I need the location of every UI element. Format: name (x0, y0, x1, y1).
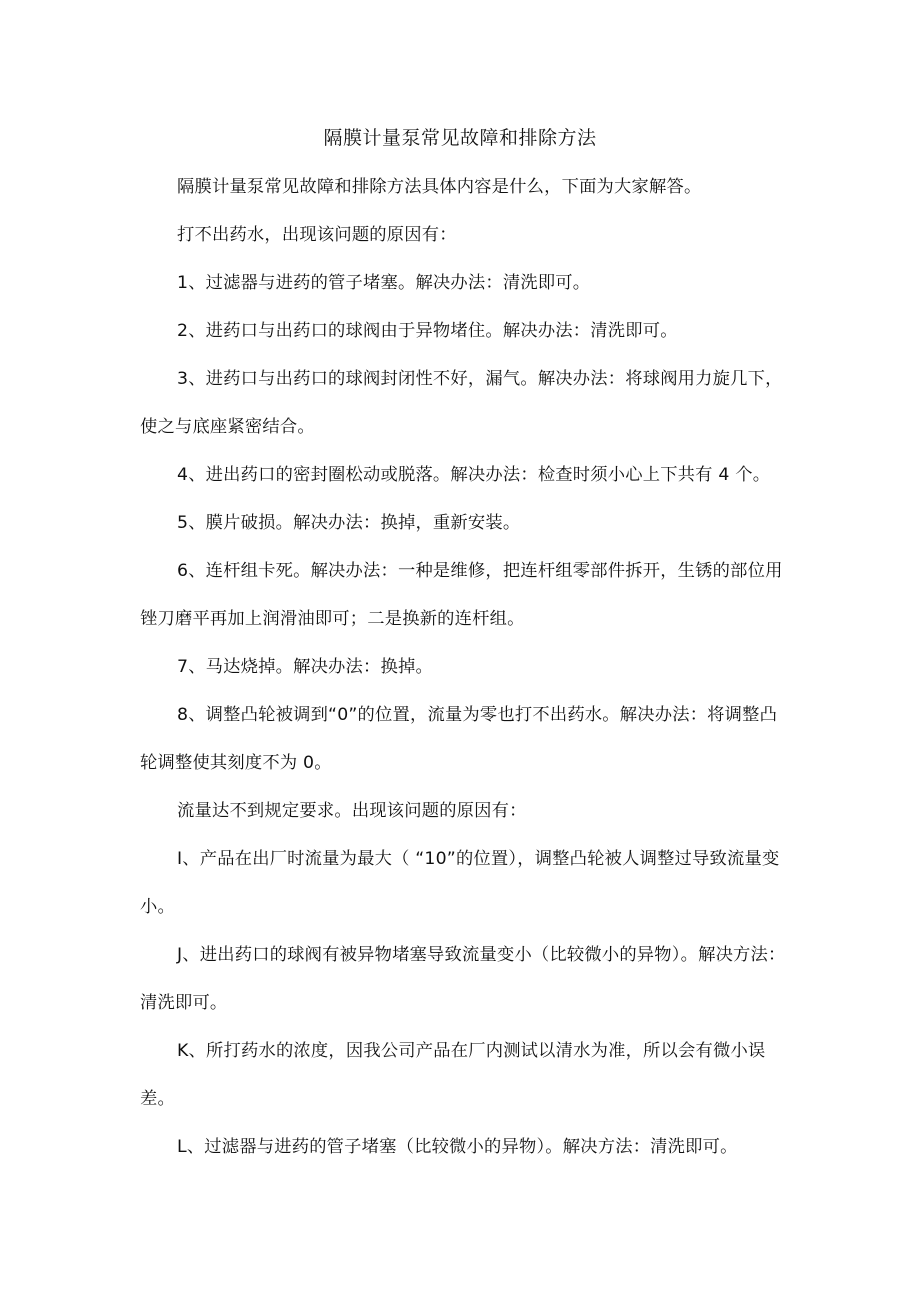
paragraph-item: 2、进药口与出药口的球阀由于异物堵住。解决办法：清洗即可。 (177, 321, 678, 341)
paragraph-item: 1、过滤器与进药的管子堵塞。解决办法：清洗即可。 (177, 273, 591, 293)
paragraph-item: 3、进药口与出药口的球阀封闭性不好，漏气。解决办法：将球阀用力旋几下，使之与底座紧密结合。 (140, 369, 783, 437)
paragraph-item: 4、进出药口的密封圈松动或脱落。解决办法：检查时须小心上下共有 4 个。 (177, 465, 771, 485)
paragraph-item: L、过滤器与进药的管子堵塞（比较微小的异物）。解决方法：清洗即可。 (177, 1137, 738, 1157)
paragraph-item: K、所打药水的浓度，因我公司产品在厂内测试以清水为准，所以会有微小误差。 (140, 1041, 766, 1109)
paragraph-item: J、进出药口的球阀有被异物堵塞导致流量变小（比较微小的异物）。解决方法：清洗即可。 (140, 945, 786, 1013)
paragraph-item: 6、连杆组卡死。解决办法：一种是维修，把连杆组零部件拆开，生锈的部位用锉刀磨平再加上润滑油即可；二是换新的连杆组。 (140, 561, 783, 629)
paragraph-item: 8、调整凸轮被调到“0”的位置，流量为零也打不出药水。解决办法：将调整凸轮调整使其刻度不为 0。 (140, 705, 778, 773)
document-title: 隔膜计量泵常见故障和排除方法 (323, 127, 597, 149)
paragraph-item: I、产品在出厂时流量为最大（ “10”的位置），调整凸轮被人调整过导致流量变小。 (140, 849, 780, 917)
paragraph-item: 5、膜片破损。解决办法：换掉，重新安装。 (177, 513, 521, 533)
paragraph-section-heading: 流量达不到规定要求。出现该问题的原因有： (177, 801, 527, 821)
paragraph-section-heading: 打不出药水，出现该问题的原因有： (177, 225, 457, 245)
paragraph-intro: 隔膜计量泵常见故障和排除方法具体内容是什么，下面为大家解答。 (177, 177, 702, 197)
paragraph-item: 7、马达烧掉。解决办法：换掉。 (177, 657, 433, 677)
